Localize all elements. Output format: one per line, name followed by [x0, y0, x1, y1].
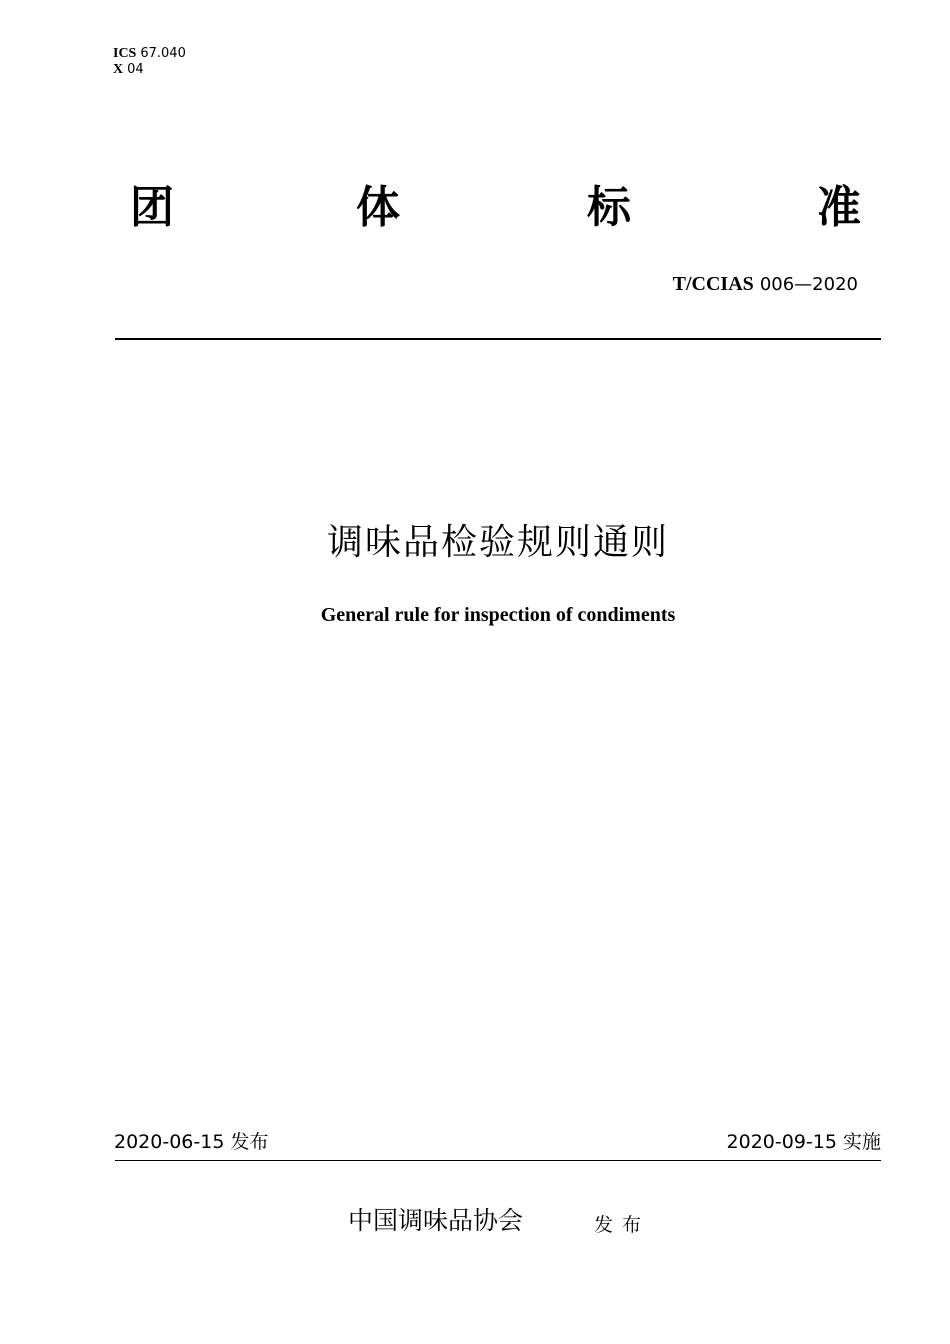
standard-number-prefix: T/CCIAS: [672, 273, 754, 295]
title-english: General rule for inspection of condiments: [320, 604, 676, 626]
standard-number: [673, 272, 858, 297]
standard-type-char: 体: [356, 182, 400, 233]
header-divider: [115, 338, 881, 340]
publisher-name: 中国调味品协会: [348, 1206, 524, 1235]
standard-type-char: 标: [587, 182, 631, 233]
standard-type-char: 准: [817, 182, 861, 233]
ics-code: [113, 46, 186, 61]
ics-label: ICS: [113, 46, 137, 61]
standard-number-suffix: 006—2020: [759, 274, 858, 295]
title-chinese: 调味品检验规则通则: [326, 522, 669, 563]
ccs-code: [113, 62, 144, 77]
implementation-date: 2020-09-15 实施: [726, 1131, 881, 1153]
ccs-value: 04: [127, 62, 144, 77]
footer-divider: [115, 1160, 881, 1161]
publish-label: 发布: [594, 1214, 651, 1236]
ccs-label: X: [113, 62, 124, 77]
ics-value: 67.040: [140, 46, 186, 61]
standard-type-char: 团: [130, 182, 174, 233]
issue-date: 2020-06-15 发布: [114, 1131, 269, 1153]
